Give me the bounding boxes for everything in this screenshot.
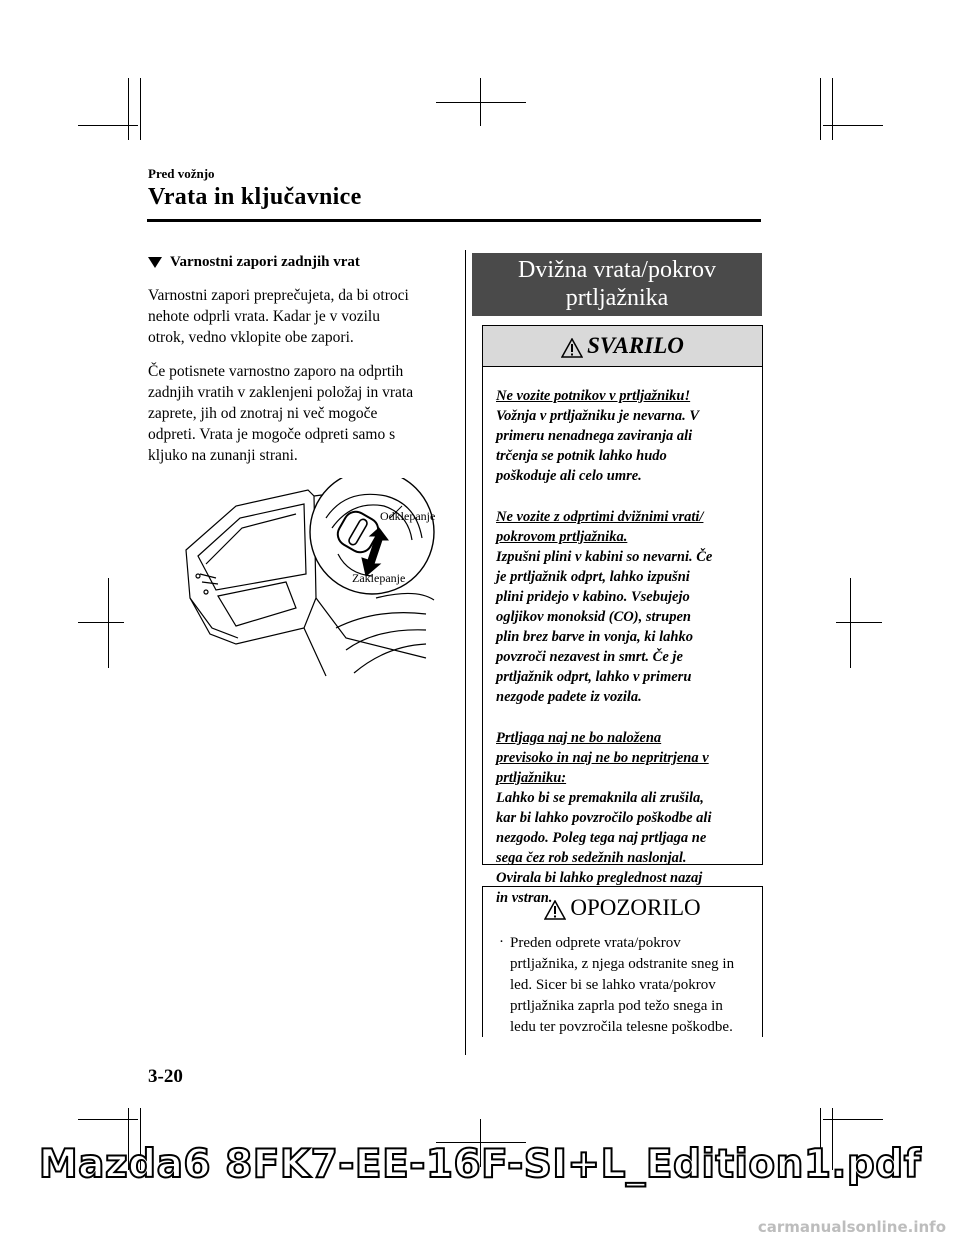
paragraph-line: Varnostni zapori preprečujeta, da bi otroci xyxy=(148,287,409,304)
caution-line: prtljažnika zaprla pod težo snega in xyxy=(510,998,723,1014)
page-number: 3-20 xyxy=(148,1066,183,1087)
danger-item-line: je prtljažnik odprt, lahko izpušni xyxy=(496,569,690,585)
danger-item-line: trčenja se potnik lahko hudo xyxy=(496,448,667,464)
danger-item-line: Ovirala bi lahko preglednost nazaj xyxy=(496,870,703,886)
danger-box xyxy=(482,325,763,906)
banner-line: Dvižna vrata/pokrov xyxy=(518,257,716,283)
paragraph-line: zadnjih vratih v zaklenjeni položaj in vrata xyxy=(148,384,414,401)
danger-item-line: plin brez barve in vonja, ki lahko xyxy=(496,629,693,645)
danger-item-heading: previsoko in naj ne bo nepritrjena v xyxy=(496,750,709,766)
danger-title: SVARILO xyxy=(587,333,684,358)
danger-item-line: prtljažnik odprt, lahko v primeru xyxy=(496,669,692,685)
caution-line: Preden odprete vrata/pokrov xyxy=(510,935,681,951)
warning-triangle-icon xyxy=(561,338,583,358)
danger-item-line: plini pridejo v kabino. Vsebujejo xyxy=(496,589,690,605)
banner-line: prtljažnika xyxy=(565,285,669,311)
danger-item-line: kar bi lahko povzročilo poškodbe ali xyxy=(496,810,712,826)
danger-item-line: ogljikov monoksid (CO), strupen xyxy=(496,609,691,625)
page-title: Vrata in ključavnice xyxy=(148,184,362,210)
danger-item xyxy=(496,507,752,707)
danger-item-line: in vstran. xyxy=(496,890,553,906)
caution-line: ledu ter povzročila telesne poškodbe. xyxy=(510,1019,733,1035)
caution-box xyxy=(482,886,763,1037)
danger-item-heading: Ne vozite z odprtimi dvižnimi vrati/ xyxy=(496,509,704,525)
caution-line: led. Sicer bi se lahko vrata/pokrov xyxy=(510,977,716,993)
bullet: · xyxy=(499,934,504,950)
breadcrumb: Pred vožnjo xyxy=(148,166,215,181)
title-rule xyxy=(147,219,761,222)
paragraph-2 xyxy=(148,361,458,466)
warning-triangle-icon xyxy=(544,900,566,920)
danger-item-heading: Ne vozite potnikov v prtljažniku! xyxy=(496,388,691,404)
danger-item-line: Lahko bi se premaknila ali zrušila, xyxy=(496,790,704,806)
pdf-filename: Mazda6 8FK7-EE-16F-SI+L_Edition1.pdf xyxy=(38,1142,922,1187)
column-divider xyxy=(465,250,466,1055)
danger-item-line: nezgodo. Poleg tega naj prtljaga ne xyxy=(496,830,707,846)
child-lock-figure xyxy=(176,478,436,678)
danger-item-line: Vožnja v prtljažniku je nevarna. V xyxy=(496,408,700,424)
danger-item-line: sega čez rob sedežnih naslonjal. xyxy=(496,850,687,866)
paragraph-line: kljuko na zunanji strani. xyxy=(148,447,298,464)
danger-item-line: primeru nenadnega zaviranja ali xyxy=(496,428,693,444)
danger-item-line: Izpušni plini v kabini so nevarni. Če xyxy=(496,549,713,565)
danger-item-line: poškoduje ali celo umre. xyxy=(496,468,642,484)
danger-item xyxy=(496,386,752,486)
section-heading-text: Varnostni zapori zadnjih vrat xyxy=(170,254,360,270)
paragraph-line: odpreti. Vrata je mogoče odpreti samo s xyxy=(148,426,396,443)
caution-title: OPOZORILO xyxy=(570,895,701,920)
danger-item-heading: pokrovom prtljažnika. xyxy=(496,529,628,545)
section-heading xyxy=(148,254,360,271)
danger-item-line: povzroči nezavest in smrt. Če je xyxy=(496,649,683,665)
danger-item-heading: Prtljaga naj ne bo naložena xyxy=(496,730,662,746)
watermark: carmanualsonline.info xyxy=(757,1218,946,1236)
paragraph-1 xyxy=(148,285,458,348)
paragraph-line: Če potisnete varnostno zaporo na odprtih xyxy=(148,363,404,380)
paragraph-line: zaprete, jih od znotraj ni več mogoče xyxy=(148,405,378,422)
danger-item-heading: prtljažniku: xyxy=(496,770,567,786)
triangle-down-icon xyxy=(148,257,162,268)
caution-item xyxy=(483,929,762,1038)
caution-line: prtljažnika, z njega odstranite sneg in xyxy=(510,956,735,972)
danger-box-header xyxy=(483,326,762,367)
paragraph-line: nehote odprli vrata. Kadar je v vozilu xyxy=(148,308,380,325)
section-banner xyxy=(472,253,762,316)
paragraph-line: otrok, vedno vklopite obe zapori. xyxy=(148,329,354,346)
danger-item-line: nezgode padete iz vozila. xyxy=(496,689,642,705)
unlock-label: Odklepanje xyxy=(380,509,436,523)
danger-item xyxy=(496,728,752,908)
caution-box-header xyxy=(483,887,762,929)
lock-label: Zaklepanje xyxy=(352,571,406,585)
rear-door-illustration xyxy=(176,478,436,678)
